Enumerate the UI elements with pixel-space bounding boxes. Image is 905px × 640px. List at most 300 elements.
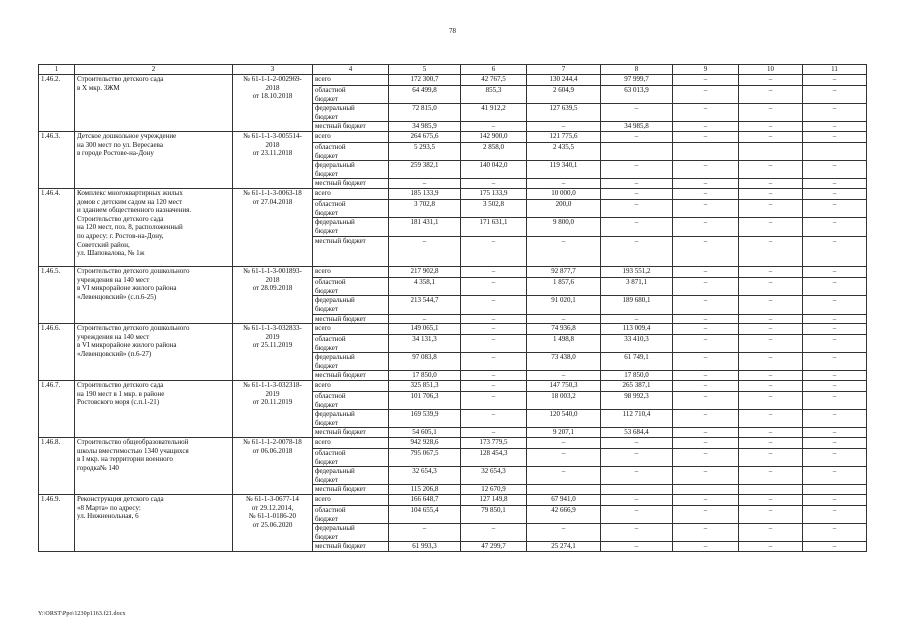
value-cell: – <box>389 179 461 189</box>
value-cell: – <box>601 218 673 237</box>
funding-source-cell: областной бюджет <box>313 506 389 524</box>
value-cell: – <box>461 428 527 438</box>
value-cell: – <box>527 179 601 189</box>
value-cell: – <box>739 267 803 278</box>
value-cell: – <box>803 449 867 467</box>
value-cell: – <box>803 161 867 179</box>
value-cell: – <box>461 410 527 428</box>
value-cell: 92 877,7 <box>527 267 601 278</box>
value-cell: – <box>739 392 803 410</box>
col-header: 7 <box>527 65 601 75</box>
funding-source-cell: местный бюджет <box>313 428 389 438</box>
value-cell: – <box>803 410 867 428</box>
value-cell: – <box>803 86 867 104</box>
funding-source-cell: федеральный бюджет <box>313 353 389 371</box>
value-cell: 34 985,9 <box>389 122 461 132</box>
value-cell: 264 675,6 <box>389 131 461 142</box>
value-cell: – <box>803 428 867 438</box>
funding-source-cell: всего <box>313 438 389 449</box>
value-cell: – <box>601 179 673 189</box>
value-cell: – <box>803 381 867 392</box>
value-cell: – <box>803 296 867 314</box>
value-cell: 121 775,6 <box>527 131 601 142</box>
document-number-cell: № 61-1-1-3-032318- 2019 от 20.11.2019 <box>233 381 313 438</box>
value-cell: 2 435,5 <box>527 142 601 160</box>
value-cell: – <box>673 267 739 278</box>
value-cell: 217 902,8 <box>389 267 461 278</box>
value-cell: 1 498,8 <box>527 335 601 353</box>
value-cell: – <box>739 278 803 296</box>
col-header: 6 <box>461 65 527 75</box>
table-row <box>39 324 867 335</box>
item-name-cell: Комплекс многоквартирных жилых домов с детским садом на 120 мест и зданием общественного назначения. Строительство детского сада на 120 мест, поз. 8, расположенный по адресу: г. Ростов-на-Дону, Советский район, ул. Шаповалова, № 1ж <box>75 188 233 266</box>
funding-source-cell: областной бюджет <box>313 449 389 467</box>
value-cell: 25 274,1 <box>527 542 601 552</box>
table-row <box>39 381 867 392</box>
funding-source-cell: всего <box>313 381 389 392</box>
value-cell: – <box>601 314 673 324</box>
value-cell: – <box>601 506 673 524</box>
value-cell: 34 985,8 <box>601 122 673 132</box>
value-cell: 3 702,8 <box>389 199 461 217</box>
value-cell: – <box>673 467 739 485</box>
value-cell: – <box>803 122 867 132</box>
value-cell: 47 299,7 <box>461 542 527 552</box>
table-row <box>39 495 867 506</box>
funding-source-cell: федеральный бюджет <box>313 296 389 314</box>
value-cell: 175 133,9 <box>461 188 527 199</box>
value-cell: 185 133,9 <box>389 188 461 199</box>
funding-source-cell: местный бюджет <box>313 122 389 132</box>
value-cell: – <box>673 542 739 552</box>
value-cell: 73 438,0 <box>527 353 601 371</box>
funding-source-cell: местный бюджет <box>313 179 389 189</box>
value-cell: – <box>673 237 739 267</box>
funding-source-cell: всего <box>313 267 389 278</box>
value-cell: 147 750,3 <box>527 381 601 392</box>
value-cell: 172 300,7 <box>389 75 461 86</box>
value-cell: – <box>527 237 601 267</box>
value-cell: – <box>803 278 867 296</box>
value-cell: 18 003,2 <box>527 392 601 410</box>
value-cell: 795 067,5 <box>389 449 461 467</box>
value-cell: – <box>673 179 739 189</box>
value-cell: 97 999,7 <box>601 75 673 86</box>
value-cell: – <box>601 188 673 199</box>
value-cell: – <box>461 314 527 324</box>
value-cell: – <box>461 267 527 278</box>
value-cell: – <box>673 506 739 524</box>
item-name-cell: Реконструкция детского сада «8 Марта» по адресу: ул. Нижненольная, 6 <box>75 495 233 552</box>
value-cell: – <box>461 392 527 410</box>
value-cell: – <box>673 524 739 542</box>
funding-source-cell: всего <box>313 324 389 335</box>
col-header: 5 <box>389 65 461 75</box>
document-number-cell: № 61-1-1-3-0063-18 от 27.04.2018 <box>233 188 313 266</box>
value-cell: 104 655,4 <box>389 506 461 524</box>
value-cell: 42 767,5 <box>461 75 527 86</box>
value-cell: 34 131,3 <box>389 335 461 353</box>
value-cell: – <box>527 371 601 381</box>
value-cell: 64 499,8 <box>389 86 461 104</box>
value-cell: – <box>601 495 673 506</box>
value-cell: – <box>527 438 601 449</box>
value-cell: 54 605,1 <box>389 428 461 438</box>
value-cell: – <box>527 524 601 542</box>
funding-source-cell: областной бюджет <box>313 392 389 410</box>
funding-source-cell: федеральный бюджет <box>313 467 389 485</box>
value-cell: – <box>803 179 867 189</box>
value-cell: – <box>803 324 867 335</box>
value-cell: 119 340,1 <box>527 161 601 179</box>
value-cell: 3 502,8 <box>461 199 527 217</box>
value-cell: – <box>739 335 803 353</box>
item-name-cell: Строительство общеобразовательной школы вместимостью 1340 учащихся в I мкр. на территории военного городка№ 140 <box>75 438 233 495</box>
document-number-cell: № 61-1-1-3-001893- 2018 от 28.09.2018 <box>233 267 313 324</box>
table-row <box>39 267 867 278</box>
value-cell: – <box>461 524 527 542</box>
value-cell: – <box>739 449 803 467</box>
value-cell: 149 065,1 <box>389 324 461 335</box>
value-cell: – <box>601 438 673 449</box>
value-cell: 173 779,5 <box>461 438 527 449</box>
value-cell: – <box>803 438 867 449</box>
value-cell: 115 206,8 <box>389 485 461 495</box>
document-number-cell: № 61-1-3-0677-14 от 29.12.2014, № 61-1-0186-20 от 25.06.2020 <box>233 495 313 552</box>
value-cell: – <box>739 410 803 428</box>
value-cell <box>601 142 673 160</box>
value-cell: 32 654,3 <box>389 467 461 485</box>
value-cell: 2 604,9 <box>527 86 601 104</box>
item-name-cell: Строительство детского сада в X мкр. ЗЖМ <box>75 75 233 132</box>
item-name-cell: Строительство детского сада на 190 мест в 1 мкр. в районе Ростовского моря (с.п.1-21) <box>75 381 233 438</box>
value-cell: 98 992,3 <box>601 392 673 410</box>
funding-source-cell: всего <box>313 188 389 199</box>
value-cell: – <box>739 314 803 324</box>
page-number: 78 <box>449 27 456 35</box>
value-cell: – <box>739 296 803 314</box>
value-cell: – <box>803 392 867 410</box>
value-cell: – <box>803 188 867 199</box>
value-cell: 9 800,0 <box>527 218 601 237</box>
value-cell: 200,0 <box>527 199 601 217</box>
funding-source-cell: федеральный бюджет <box>313 218 389 237</box>
value-cell: – <box>803 218 867 237</box>
value-cell: 5 293,5 <box>389 142 461 160</box>
value-cell: – <box>389 314 461 324</box>
funding-source-cell: местный бюджет <box>313 542 389 552</box>
col-header: 9 <box>673 65 739 75</box>
value-cell: – <box>673 161 739 179</box>
item-number-cell: 1.46.3. <box>39 131 75 188</box>
value-cell: – <box>739 161 803 179</box>
value-cell: – <box>673 410 739 428</box>
table-row <box>39 188 867 199</box>
value-cell: – <box>803 467 867 485</box>
value-cell: – <box>739 324 803 335</box>
value-cell: – <box>527 314 601 324</box>
item-name-cell: Детское дошкольное учреждение на 300 мест по ул. Вересаева в городе Ростове-на-Дону <box>75 131 233 188</box>
value-cell: – <box>739 542 803 552</box>
funding-source-cell: всего <box>313 495 389 506</box>
value-cell <box>527 485 601 495</box>
funding-source-cell: местный бюджет <box>313 485 389 495</box>
value-cell: – <box>739 467 803 485</box>
value-cell: – <box>461 237 527 267</box>
value-cell: – <box>461 324 527 335</box>
col-header: 4 <box>313 65 389 75</box>
value-cell: 142 900,0 <box>461 131 527 142</box>
value-cell: – <box>739 75 803 86</box>
value-cell: 53 684,4 <box>601 428 673 438</box>
value-cell: 72 815,0 <box>389 104 461 122</box>
value-cell: – <box>739 199 803 217</box>
value-cell: – <box>389 237 461 267</box>
document-number-cell: № 61-1-1-3-005514- 2018 от 23.11.2018 <box>233 131 313 188</box>
value-cell: 855,3 <box>461 86 527 104</box>
value-cell <box>673 142 739 160</box>
value-cell: – <box>527 449 601 467</box>
value-cell: – <box>673 324 739 335</box>
value-cell: – <box>601 199 673 217</box>
value-cell: – <box>673 353 739 371</box>
value-cell: – <box>461 353 527 371</box>
value-cell: 140 042,0 <box>461 161 527 179</box>
value-cell: 9 207,1 <box>527 428 601 438</box>
value-cell: 97 083,8 <box>389 353 461 371</box>
table-row <box>39 75 867 86</box>
value-cell: – <box>803 495 867 506</box>
value-cell: – <box>739 506 803 524</box>
value-cell: – <box>673 438 739 449</box>
value-cell: – <box>601 104 673 122</box>
value-cell: – <box>601 161 673 179</box>
item-name-cell: Строительство детского дошкольного учреждения на 140 мест в VI микрорайоне жилого района «Левенцовский» (п.6-27) <box>75 324 233 381</box>
value-cell: – <box>673 188 739 199</box>
value-cell <box>803 485 867 495</box>
funding-source-cell: всего <box>313 131 389 142</box>
value-cell: – <box>673 428 739 438</box>
item-number-cell: 1.46.6. <box>39 324 75 381</box>
table-row <box>39 131 867 142</box>
value-cell: – <box>673 371 739 381</box>
col-header: 1 <box>39 65 75 75</box>
funding-source-cell: местный бюджет <box>313 371 389 381</box>
value-cell: 74 936,8 <box>527 324 601 335</box>
value-cell <box>739 485 803 495</box>
value-cell: – <box>803 131 867 142</box>
value-cell: – <box>389 524 461 542</box>
value-cell: – <box>673 75 739 86</box>
item-name-cell: Строительство детского дошкольного учреждения на 140 мест в VI микрорайоне жилого района «Левенцовский» (с.п.6-25) <box>75 267 233 324</box>
item-number-cell: 1.46.2. <box>39 75 75 132</box>
value-cell: – <box>461 296 527 314</box>
value-cell: 61 749,1 <box>601 353 673 371</box>
table-row <box>39 438 867 449</box>
value-cell: – <box>673 381 739 392</box>
value-cell: – <box>803 371 867 381</box>
value-cell: 942 928,6 <box>389 438 461 449</box>
value-cell: – <box>461 335 527 353</box>
value-cell: – <box>673 314 739 324</box>
value-cell: 1 857,6 <box>527 278 601 296</box>
value-cell: 193 551,2 <box>601 267 673 278</box>
value-cell: – <box>527 467 601 485</box>
value-cell: 171 631,1 <box>461 218 527 237</box>
value-cell: – <box>673 86 739 104</box>
funding-source-cell: всего <box>313 75 389 86</box>
value-cell: – <box>739 86 803 104</box>
value-cell: 127 149,8 <box>461 495 527 506</box>
funding-source-cell: областной бюджет <box>313 86 389 104</box>
value-cell: 12 670,9 <box>461 485 527 495</box>
value-cell: – <box>803 267 867 278</box>
value-cell: 32 654,3 <box>461 467 527 485</box>
value-cell: 63 013,9 <box>601 86 673 104</box>
value-cell: – <box>739 524 803 542</box>
value-cell: – <box>673 296 739 314</box>
value-cell <box>673 485 739 495</box>
value-cell: 2 858,0 <box>461 142 527 160</box>
value-cell: 17 850,0 <box>389 371 461 381</box>
value-cell: – <box>803 314 867 324</box>
funding-source-cell: местный бюджет <box>313 314 389 324</box>
value-cell: – <box>527 122 601 132</box>
value-cell: – <box>739 495 803 506</box>
value-cell: – <box>673 335 739 353</box>
value-cell: – <box>673 104 739 122</box>
value-cell: – <box>461 381 527 392</box>
value-cell: 61 993,3 <box>389 542 461 552</box>
value-cell: 79 850,1 <box>461 506 527 524</box>
value-cell: – <box>461 122 527 132</box>
value-cell: 3 871,1 <box>601 278 673 296</box>
value-cell: 127 639,5 <box>527 104 601 122</box>
item-number-cell: 1.46.5. <box>39 267 75 324</box>
funding-source-cell: федеральный бюджет <box>313 161 389 179</box>
value-cell: – <box>803 335 867 353</box>
value-cell: – <box>673 218 739 237</box>
value-cell: 101 706,3 <box>389 392 461 410</box>
value-cell: 112 710,4 <box>601 410 673 428</box>
funding-source-cell: областной бюджет <box>313 278 389 296</box>
value-cell: – <box>739 237 803 267</box>
value-cell: 42 666,9 <box>527 506 601 524</box>
value-cell: 17 850,0 <box>601 371 673 381</box>
value-cell: – <box>739 122 803 132</box>
value-cell: – <box>739 131 803 142</box>
funding-source-cell: федеральный бюджет <box>313 410 389 428</box>
item-number-cell: 1.46.8. <box>39 438 75 495</box>
value-cell: – <box>461 371 527 381</box>
value-cell: – <box>739 381 803 392</box>
value-cell: – <box>673 392 739 410</box>
col-header: 10 <box>739 65 803 75</box>
value-cell: – <box>739 371 803 381</box>
funding-source-cell: областной бюджет <box>313 199 389 217</box>
value-cell: 181 431,1 <box>389 218 461 237</box>
value-cell: 325 851,3 <box>389 381 461 392</box>
funding-source-cell: областной бюджет <box>313 335 389 353</box>
value-cell: 128 454,3 <box>461 449 527 467</box>
value-cell: 259 382,1 <box>389 161 461 179</box>
item-number-cell: 1.46.9. <box>39 495 75 552</box>
value-cell: – <box>739 188 803 199</box>
value-cell: – <box>803 75 867 86</box>
value-cell: – <box>803 199 867 217</box>
item-number-cell: 1.46.4. <box>39 188 75 266</box>
col-header: 2 <box>75 65 233 75</box>
funding-source-cell: федеральный бюджет <box>313 524 389 542</box>
value-cell: 120 540,0 <box>527 410 601 428</box>
value-cell: – <box>803 524 867 542</box>
value-cell <box>803 142 867 160</box>
funding-source-cell: областной бюджет <box>313 142 389 160</box>
col-header: 8 <box>601 65 673 75</box>
col-header: 11 <box>803 65 867 75</box>
value-cell: – <box>739 104 803 122</box>
value-cell: 67 941,0 <box>527 495 601 506</box>
value-cell: – <box>673 278 739 296</box>
value-cell: – <box>601 449 673 467</box>
value-cell: – <box>673 122 739 132</box>
value-cell: – <box>601 237 673 267</box>
document-number-cell: № 61-1-1-2-002969- 2018 от 18.10.2018 <box>233 75 313 132</box>
value-cell: – <box>601 524 673 542</box>
value-cell: – <box>601 131 673 142</box>
value-cell: 4 358,1 <box>389 278 461 296</box>
value-cell: – <box>601 542 673 552</box>
value-cell: 33 410,3 <box>601 335 673 353</box>
value-cell: – <box>461 179 527 189</box>
value-cell: – <box>739 428 803 438</box>
value-cell: – <box>739 179 803 189</box>
value-cell: – <box>803 506 867 524</box>
value-cell: 10 000,0 <box>527 188 601 199</box>
value-cell: – <box>739 218 803 237</box>
value-cell: – <box>803 353 867 371</box>
column-header-row <box>39 65 867 75</box>
value-cell: – <box>461 278 527 296</box>
value-cell <box>601 485 673 495</box>
document-number-cell: № 61-1-1-3-032833- 2019 от 25.11.2019 <box>233 324 313 381</box>
funding-source-cell: федеральный бюджет <box>313 104 389 122</box>
value-cell: 91 020,1 <box>527 296 601 314</box>
value-cell: – <box>673 131 739 142</box>
value-cell: – <box>739 438 803 449</box>
value-cell: – <box>803 542 867 552</box>
document-number-cell: № 61-1-1-2-0078-18 от 06.06.2018 <box>233 438 313 495</box>
item-number-cell: 1.46.7. <box>39 381 75 438</box>
value-cell: 113 009,4 <box>601 324 673 335</box>
value-cell: 130 244,4 <box>527 75 601 86</box>
value-cell: 213 544,7 <box>389 296 461 314</box>
value-cell: – <box>673 495 739 506</box>
value-cell: – <box>601 467 673 485</box>
value-cell: 41 912,2 <box>461 104 527 122</box>
value-cell: – <box>673 199 739 217</box>
col-header: 3 <box>233 65 313 75</box>
value-cell: – <box>803 104 867 122</box>
footer-file-path: Y:\ORST\Ppo\1230p1163.f21.docx <box>38 611 126 617</box>
value-cell: – <box>673 449 739 467</box>
funding-source-cell: местный бюджет <box>313 237 389 267</box>
value-cell: 189 680,1 <box>601 296 673 314</box>
value-cell: – <box>803 237 867 267</box>
value-cell: 166 648,7 <box>389 495 461 506</box>
value-cell: 265 387,1 <box>601 381 673 392</box>
value-cell: 169 539,9 <box>389 410 461 428</box>
